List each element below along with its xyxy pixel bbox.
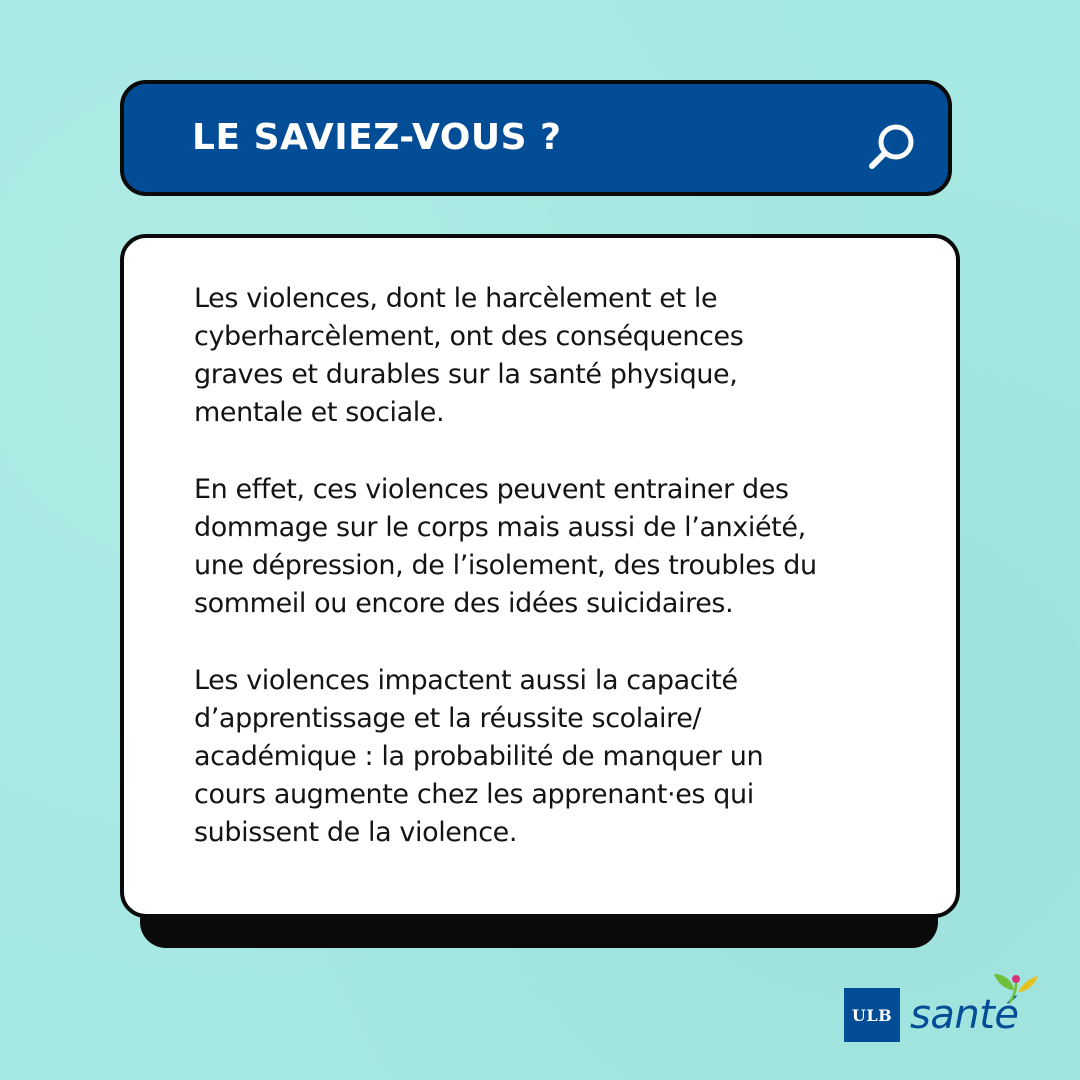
ulb-sante-logo	[842, 970, 1042, 1050]
info-card	[120, 234, 960, 918]
paragraph-1: Les violences, dont le harcèlement et le cyberharcèlement, ont des conséquences graves et durables sur la santé physique, mentale et sociale.	[194, 283, 744, 428]
leaf-icon	[992, 970, 1040, 1004]
ulb-logo-box: ULB	[844, 988, 900, 1042]
page-title: LE SAVIEZ-VOUS ?	[192, 117, 562, 158]
paragraph-3: Les violences impactent aussi la capacité d’apprentissage et la réussite scolaire/ académique : la probabilité de manquer un cours augmente chez les apprenant·es qui subissent de la violence.	[194, 665, 764, 848]
header-bar	[120, 80, 952, 196]
search-icon[interactable]	[866, 120, 918, 172]
sante-wordmark: santé	[910, 992, 1019, 1038]
card-body	[194, 280, 914, 852]
paragraph-2: En effet, ces violences peuvent entrainer des dommage sur le corps mais aussi de l’anxiété, une dépression, de l’isolement, des troubles du sommeil ou encore des idées suicidaires.	[194, 474, 817, 619]
